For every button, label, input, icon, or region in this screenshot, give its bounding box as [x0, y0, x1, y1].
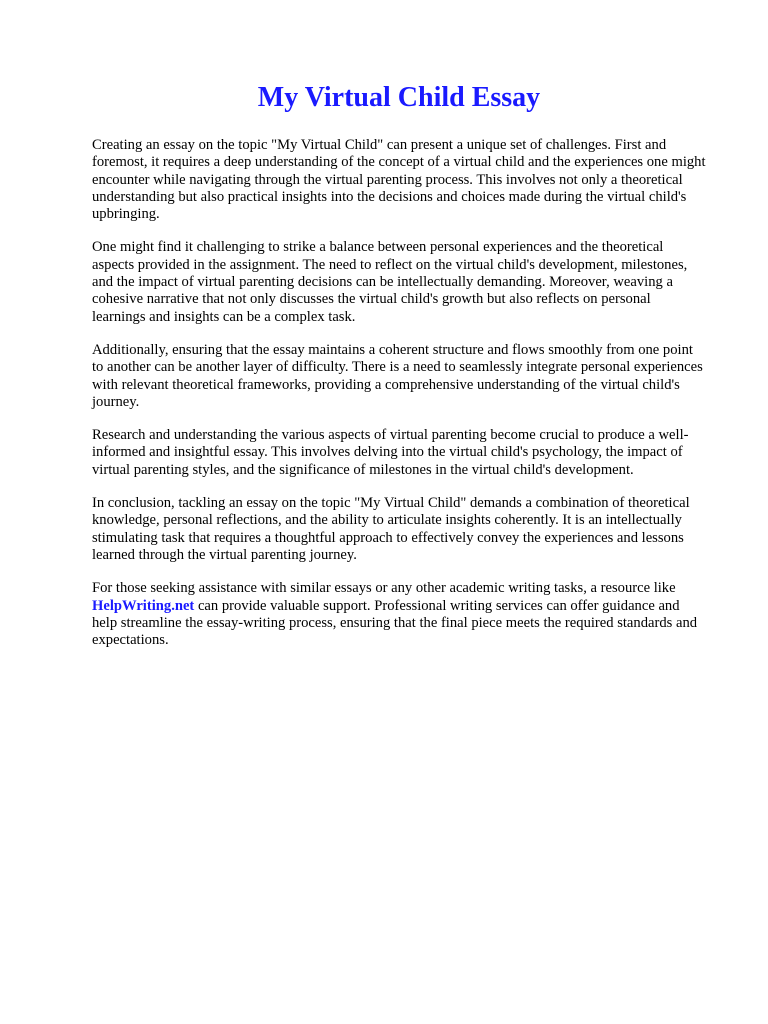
- paragraph-1: Creating an essay on the topic "My Virtual Child" can present a unique set of challenges. First and foremost, it requires a deep understanding of the concept of a virtual child and the experiences one might encounter while navigating through the virtual parenting process. This involves not only a theoretical understanding but also practical insights into the decisions and choices made during the virtual child's upbringing.: [92, 137, 706, 223]
- paragraph-5: In conclusion, tackling an essay on the topic "My Virtual Child" demands a combination of theoretical knowledge, personal reflections, and the ability to articulate insights coherently. It is an intellectually stimulating task that requires a thoughtful approach to effectively convey the experiences and lessons learned through the virtual parenting journey.: [92, 495, 690, 563]
- helpwriting-link[interactable]: HelpWriting.net: [92, 597, 195, 614]
- paragraph-2: One might find it challenging to strike a balance between personal experiences and the theoretical aspects provided in the assignment. The need to reflect on the virtual child's development, milestones, and the impact of virtual parenting decisions can be intellectually demanding. Moreover, weaving a cohesive narrative that not only discusses the virtual child's growth but also reflects on personal learnings and insights can be a complex task.: [92, 239, 688, 325]
- paragraph-4: Research and understanding the various aspects of virtual parenting become crucial to produce a well-informed and insightful essay. This involves delving into the virtual child's psychology, the impact of virtual parenting styles, and the significance of milestones in the virtual child's development.: [92, 427, 689, 478]
- paragraph-3: Additionally, ensuring that the essay maintains a coherent structure and flows smoothly from one point to another can be another layer of difficulty. There is a need to seamlessly integrate personal experiences with relevant theoretical frameworks, providing a comprehensive understanding of the virtual child's journey.: [92, 341, 703, 410]
- page-title: My Virtual Child Essay: [257, 82, 541, 113]
- essay-body: [92, 137, 706, 649]
- closing-paragraph: [92, 580, 706, 649]
- closing-text-after-link: can provide valuable support. Professional writing services can offer guidance and help streamline the essay-writing process, ensuring that the final piece meets the required standards and expectations.: [92, 597, 698, 649]
- closing-text-before-link: For those seeking assistance with similar essays or any other academic writing tasks, a resource like: [92, 580, 676, 597]
